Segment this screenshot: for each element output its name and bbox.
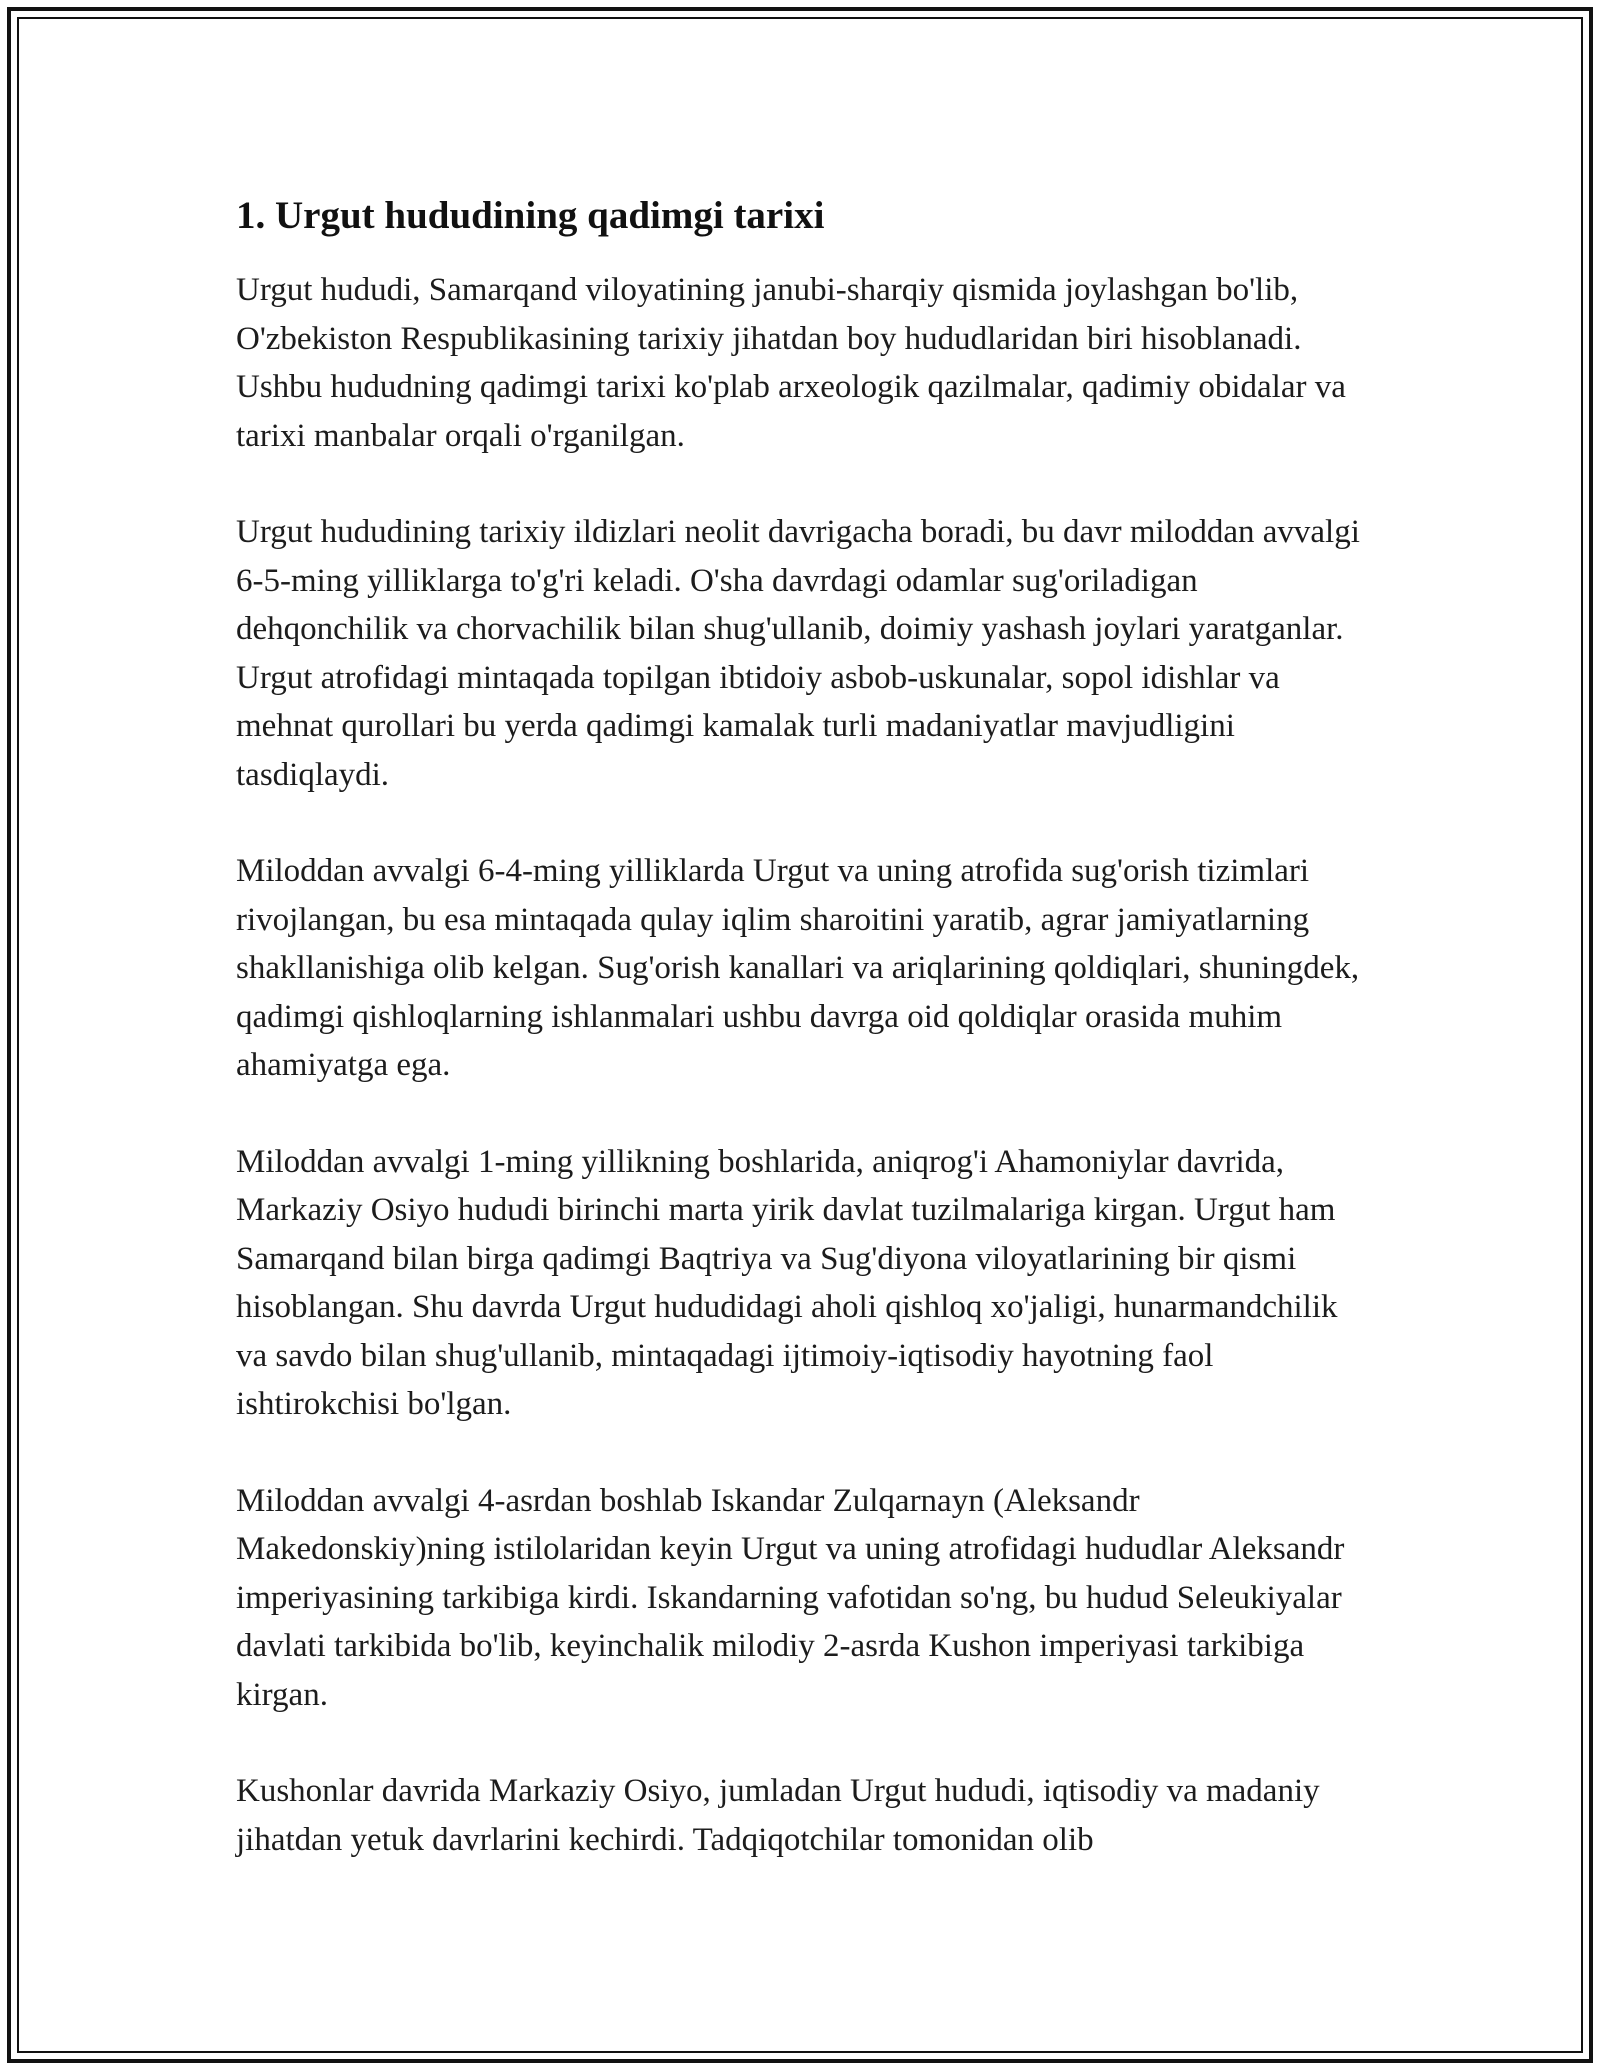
paragraph-6: Kushonlar davrida Markaziy Osiyo, jumladan Urgut hududi, iqtisodiy va madaniy jihatdan yetuk davrlarini kechirdi. Tadqiqotchilar tomonidan olib (236, 1773, 1320, 1858)
paragraph-5: Miloddan avvalgi 4-asrdan boshlab Iskandar Zulqarnayn (Aleksandr Makedonskiy)ning istilolaridan keyin Urgut va uning atrofidagi hududlar Aleksandr imperiyasining tarkibiga kirdi. Iskandarning vafotidan so'ng, bu hudud Seleukiyalar davlati tarkibida bo'lib, keyinchalik milodiy 2-asrda Kushon imperiyasi tarkibiga kirgan. (236, 1482, 1345, 1713)
document-body (236, 192, 1366, 1912)
paragraph-3: Miloddan avvalgi 6-4-ming yilliklarda Urgut va uning atrofida sug'orish tizimlari rivojlangan, bu esa mintaqada qulay iqlim sharoitini yaratib, agrar jamiyatlarning shakllanishiga olib kelgan. Sug'orish kanallari va ariqlarining qoldiqlari, shuningdek, qadimgi qishloqlarning ishlanmalari ushbu davrga oid qoldiqlar orasida muhim ahamiyatga ega. (236, 853, 1360, 1083)
paragraph-2: Urgut hududining tarixiy ildizlari neolit davrigacha boradi, bu davr miloddan avvalgi 6-5-ming yilliklarga to'g'ri keladi. O'sha davrdagi odamlar sug'oriladigan dehqonchilik va chorvachilik bilan shug'ullanib, doimiy yashash joylari yaratganlar. Urgut atrofidagi mintaqada topilgan ibtidoiy asbob-uskunalar, sopol idishlar va mehnat qurollari bu yerda qadimgi kamalak turli madaniyatlar mavjudligini tasdiqlaydi. (236, 514, 1360, 793)
section-title: 1. Urgut hududining qadimgi tarixi (236, 194, 825, 237)
paragraph-1: Urgut hududi, Samarqand viloyatining janubi-sharqiy qismida joylashgan bo'lib, O'zbekiston Respublikasining tarixiy jihatdan boy hududlaridan biri hisoblanadi. Ushbu hududning qadimgi tarixi ko'plab arxeologik qazilmalar, qadimiy obidalar va tarixi manbalar orqali o'rganilgan. (236, 272, 1346, 454)
paragraph-4: Miloddan avvalgi 1-ming yillikning boshlarida, aniqrog'i Ahamoniylar davrida, Markaziy Osiyo hududi birinchi marta yirik davlat tuzilmalariga kirgan. Urgut ham Samarqand bilan birga qadimgi Baqtriya va Sug'diyona viloyatlarining bir qismi hisoblangan. Shu davrda Urgut hududidagi aholi qishloq xo'jaligi, hunarmandchilik va savdo bilan shug'ullanib, mintaqadagi ijtimoiy-iqtisodiy hayotning faol ishtirokchisi bo'lgan. (236, 1143, 1338, 1422)
